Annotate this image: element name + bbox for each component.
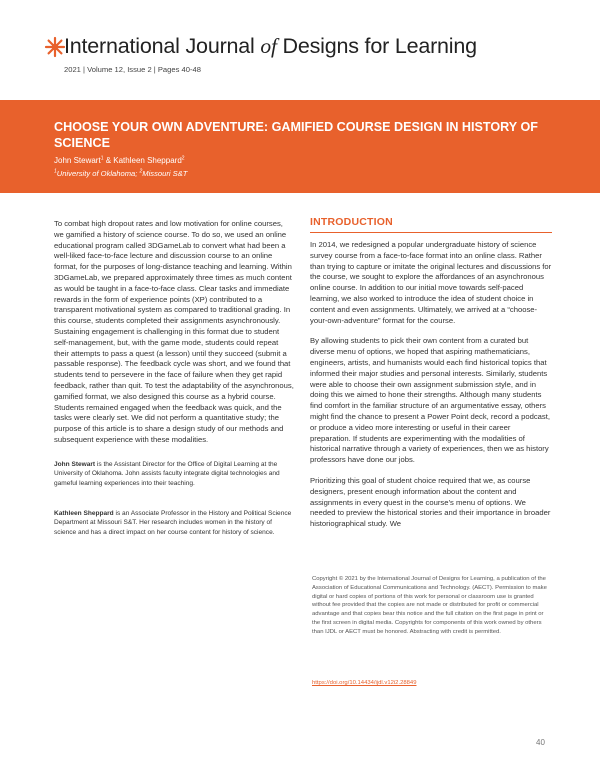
author-bio-stewart: John Stewart is the Assistant Director for the Office of Digital Learning at the University of Oklahoma. John assists faculty integrate digital technologies and gameful learning experiences into their teaching. [54,460,280,487]
introduction-heading: INTRODUCTION [310,216,393,228]
journal-header [44,32,584,82]
abstract: To combat high dropout rates and low motivation for online courses, we gamified a history of science course. To do so, we used an online educational program called 3DGameLab to convert what had been a well-liked face-to-face lecture and discussion course to an online format, for the purposes of long-distance teaching and learning. Within 3DGameLab, we prepared approximately three times as much content as would be taught in a face-to-face class. Clear tasks and immediate rewards in the form of experience points (XP) contributed to a transparent motivational system as compared to traditional grading. In this course, students completed their assignments asynchronously. Sustaining engagement is challenging in this format due to student self-management, but, with the game mode, students could repeat their attempts to pass a quest (a lesson) until they succeed (submit a passable response). The feedback cycle was short, and we found that students tend to persevere in the face of failure when they get rapid feedback, rather than quit. To test the adaptability of the asynchronous, gamified format, we also designed this course as a hybrid course. Students remained engaged when the feedback was quick, and the tasks were clearly set. We did not perform a quantitative study; the purpose of this article is to share a design study of our methods and subsequent experience with these modalities. [54,219,294,444]
right-column [310,216,552,540]
author-bio-sheppard: Kathleen Sheppard is an Associate Professor in the History and Political Science Department at Missouri S&T. Her research includes women in the history of science and has a direct impact on her course content for history of science. [54,509,292,536]
page-number: 40 [536,738,545,747]
article-title: CHOOSE YOUR OWN ADVENTURE: GAMIFIED COURSE DESIGN IN HISTORY OF SCIENCE [54,120,538,150]
issue-line: 2021 | Volume 12, Issue 2 | Pages 40-48 [64,65,201,74]
copyright-notice: Copyright © 2021 by the International Journal of Designs for Learning, a publication of the Association of Educational Communications and Technology. (AECT). Permission to make digital or hard copies of portions of this work for personal or classroom use is granted without fee provided that the copies are not made or distributed for profit or commercial advantage and that copies bear this notice and the full citation on the first page in print or the first screen in digital media. Copyrights for components of this work owned by others than IJDL or AECT must be honored. Abstracting with credit is permitted. [312,576,547,635]
journal-title-of: of [260,34,277,58]
intro-paragraph-2: By allowing students to pick their own content from a curated but diverse menu of options, we hoped that aspiring mathematicians, engineers, artists, and humanists would each find historical topics that informed their major studies and personal interests. Similarly, students were able to choose their own assignment submission style, and in doing this we aimed to hone their strengths. Although many students find comfort in the familiar structure of an argumentative essay, others might find the chance to present a Power Point deck, record a podcast, or produce a video more interesting or useful in their career preparation. If students are experimenting with the modalities of historical narrative through a variety of experiences, then we as history professors have done our jobs. [310,336,550,465]
doi-link[interactable]: https://doi.org/10.14434/ijdl.v12i2.28849 [312,680,417,686]
intro-paragraph-1: In 2014, we redesigned a popular undergraduate history of science survey course from a face-to-face format into an online class. Rather than trying to capture or imitate the original lectures and discussions for the course, we sought to explore the affordances of an asynchronous online course. In addition to our initial move towards self-paced learning, we also worked to introduce the idea of student choice in content and even assignments. Ultimately, we arrived at a “choose-your-own-adventure” format for the course. [310,240,552,325]
journal-title: International Journal of Designs for Learning [64,34,477,58]
starburst-logo-icon [44,36,66,58]
article-title-band [0,100,600,193]
intro-paragraph-3: Prioritizing this goal of student choice required that we, as course designers, present enough information about the content and assignments in every quest in the course’s menu of options. We needed to preview the historical stories and their importance in broader historiographical study. We [310,475,551,529]
authors: John Stewart$^1$ & Kathleen Sheppard$^2$ [54,155,185,165]
left-column [54,219,294,537]
affiliations: $^1$University of Oklahoma; $^2$Missouri S&T [54,168,188,178]
heading-divider [310,232,552,233]
